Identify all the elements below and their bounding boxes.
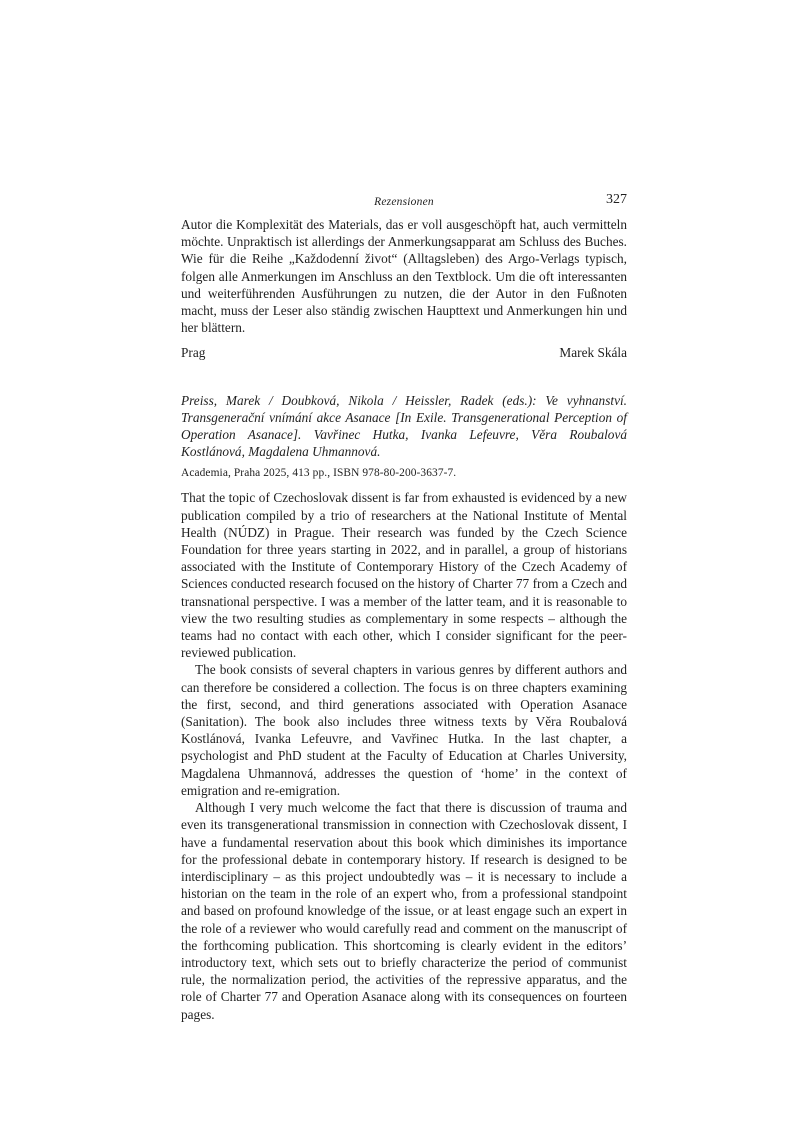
publication-info: Academia, Praha 2025, 413 pp., ISBN 978-80-200-3637-7. <box>181 467 457 480</box>
running-title: Rezensionen <box>374 196 434 208</box>
review-paragraph: The book consists of several chapters in various genres by different authors and can therefore be considered a collection. The focus is on three chapters examining the first, second, and third generations associated with Operation Asanace (Sanitation). The book also includes three witness texts by Věra Roubalová Kostlánová, Ivanka Lefeuvre, and Vavřinec Hutka. In the last chapter, a psychologist and PhD student at the Faculty of Education at Charles University, Magdalena Uhmannová, addresses the question of ‘home’ in the context of emigration and re-emigration. <box>181 662 627 798</box>
review-paragraph: Although I very much welcome the fact that there is discussion of trauma and even its transgenerational transmission in connection with Czechoslovak dissent, I have a fundamental reservation about this book which diminishes its importance for the professional debate in contemporary history. If research is designed to be interdisciplinary – as this project undoubtedly was – it is necessary to include a historian on the team in the role of an expert who, from a professional standpoint and based on profound knowledge of the issue, or at least engage such an expert in the role of a reviewer who would carefully read and comment on the manuscript of the forthcoming publication. This shortcoming is clearly evident in the editors’ introductory text, which sets out to briefly characterize the period of communist rule, the normalization period, the activities of the repressive apparatus, and the role of Charter 77 and Operation Asanace along with its consequences on fourteen pages. <box>181 800 627 1022</box>
page-number: 327 <box>606 192 627 207</box>
review-paragraph: That the topic of Czechoslovak dissent is far from exhausted is evidenced by a new publication compiled by a trio of researchers at the National Institute of Mental Health (NÚDZ) in Prague. Their research was funded by the Czech Science Foundation for three years starting in 2022, and in parallel, a group of historians associated with the Institute of Contemporary History of the Czech Academy of Sciences conducted research focused on the history of Charter 77 from a Czech and transnational perspective. I was a member of the latter team, and it is reasonable to view the two resulting studies as complementary in some respects – although the teams had no contact with each other, which I consider significant for the peer-reviewed publication. <box>181 490 627 661</box>
reviewer-signoff <box>181 344 627 361</box>
signoff-place: Prag <box>181 345 206 361</box>
review-body <box>181 489 627 1022</box>
previous-review-text: Autor die Komplexität des Materials, das er voll ausgeschöpft hat, auch vermitteln möchte. Unpraktisch ist allerdings der Anmerkungsapparat am Schluss des Buches. Wie für die Reihe „Každodenní život“ (Alltagsleben) des Argo-Verlags typisch, folgen alle Anmerkungen im Anschluss an den Textblock. Um die oft interessanten und weiterführenden Ausführungen zu nutzen, die der Autor in den Fußnoten macht, muss der Leser also ständig zwischen Haupttext und Anmerkungen hin und her blättern. <box>181 217 627 336</box>
signoff-reviewer: Marek Skála <box>559 345 627 361</box>
running-head <box>181 190 627 212</box>
book-citation: Preiss, Marek / Doubková, Nikola / Heissler, Radek (eds.): Ve vyhnanství. Transgenerační vnímání akce Asanace [In Exile. Transgenerational Perception of Operation Asanace]. Vavřinec Hutka, Ivanka Lefeuvre, Věra Roubalová Kostlánová, Magdalena Uhmannová. <box>181 392 627 460</box>
page-content <box>181 190 627 1023</box>
